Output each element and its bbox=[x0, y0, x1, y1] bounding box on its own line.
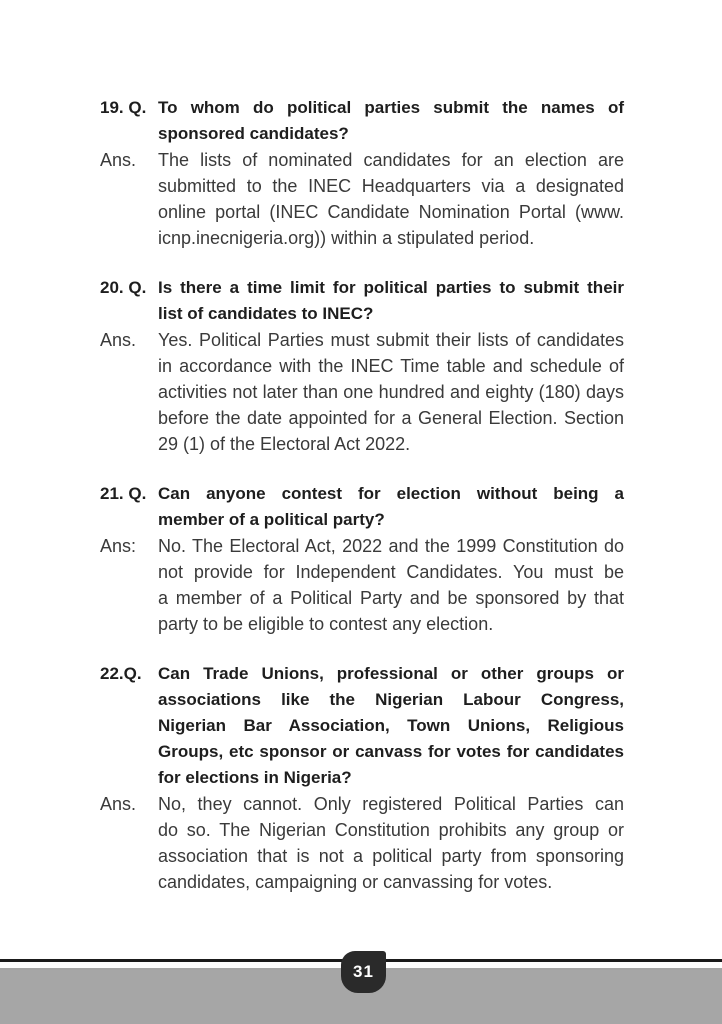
answer-row bbox=[0, 327, 722, 457]
answer-label: Ans. bbox=[100, 330, 137, 350]
question-line: associations like the Nigerian Labour Congress, bbox=[158, 690, 624, 709]
answer-line: 29 (1) of the Electoral Act 2022. bbox=[158, 434, 411, 454]
page-number-badge bbox=[341, 951, 386, 993]
question-row bbox=[0, 661, 722, 791]
question-line: for elections in Nigeria? bbox=[158, 768, 352, 787]
answer-line: activities not later than one hundred and eighty (180) days bbox=[158, 382, 624, 402]
question-line: To whom do political parties submit the names of bbox=[158, 98, 624, 117]
answer-line: a member of a Political Party and be sponsored by that bbox=[158, 588, 624, 608]
answer-line: do so. The Nigerian Constitution prohibits any group or bbox=[158, 820, 624, 840]
page-number: 31 bbox=[353, 962, 374, 981]
answer-line: association that is not a political party from sponsoring bbox=[158, 846, 624, 866]
answer-label: Ans: bbox=[100, 536, 137, 556]
question-label: 19. Q. bbox=[100, 98, 147, 117]
question-text bbox=[158, 275, 624, 327]
answer-line: No. The Electoral Act, 2022 and the 1999 Constitution do bbox=[158, 536, 624, 556]
answer-line: Yes. Political Parties must submit their lists of candidates bbox=[158, 330, 624, 350]
qa-section-22 bbox=[0, 661, 722, 895]
answer-row bbox=[0, 533, 722, 637]
answer-line: in accordance with the INEC Time table and schedule of bbox=[158, 356, 624, 376]
answer-line: party to be eligible to contest any election. bbox=[158, 614, 494, 634]
qa-section-20 bbox=[0, 275, 722, 457]
answer-text bbox=[158, 533, 624, 637]
question-line: Groups, etc sponsor or canvass for votes for candidates bbox=[158, 742, 624, 761]
question-line: Can Trade Unions, professional or other groups or bbox=[158, 664, 624, 683]
answer-line: before the date appointed for a General Election. Section bbox=[158, 408, 624, 428]
question-line: Nigerian Bar Association, Town Unions, Religious bbox=[158, 716, 624, 735]
answer-line: icnp.inecnigeria.org)) within a stipulated period. bbox=[158, 228, 535, 248]
answer-text bbox=[158, 147, 624, 251]
answer-row bbox=[0, 791, 722, 895]
question-line: list of candidates to INEC? bbox=[158, 304, 374, 323]
answer-line: candidates, campaigning or canvassing for votes. bbox=[158, 872, 553, 892]
answer-line: The lists of nominated candidates for an election are bbox=[158, 150, 624, 170]
question-line: member of a political party? bbox=[158, 510, 385, 529]
answer-line: No, they cannot. Only registered Political Parties can bbox=[158, 794, 624, 814]
answer-row bbox=[0, 147, 722, 251]
question-label: 20. Q. bbox=[100, 278, 147, 297]
qa-section-19 bbox=[0, 95, 722, 251]
question-text bbox=[158, 661, 624, 791]
answer-label: Ans. bbox=[100, 794, 137, 814]
question-line: Is there a time limit for political parties to submit their bbox=[158, 278, 624, 297]
answer-text bbox=[158, 327, 624, 457]
answer-label: Ans. bbox=[100, 150, 137, 170]
question-label: 22.Q. bbox=[100, 664, 142, 683]
question-row bbox=[0, 275, 722, 327]
answer-text bbox=[158, 791, 624, 895]
question-row bbox=[0, 481, 722, 533]
answer-line: online portal (INEC Candidate Nomination Portal (www. bbox=[158, 202, 624, 222]
question-text bbox=[158, 481, 624, 533]
question-label: 21. Q. bbox=[100, 484, 147, 503]
question-line: Can anyone contest for election without being a bbox=[158, 484, 624, 503]
question-row bbox=[0, 95, 722, 147]
answer-line: not provide for Independent Candidates. You must be bbox=[158, 562, 624, 582]
answer-line: submitted to the INEC Headquarters via a designated bbox=[158, 176, 624, 196]
question-text bbox=[158, 95, 624, 147]
qa-section-21 bbox=[0, 481, 722, 637]
question-line: sponsored candidates? bbox=[158, 124, 349, 143]
